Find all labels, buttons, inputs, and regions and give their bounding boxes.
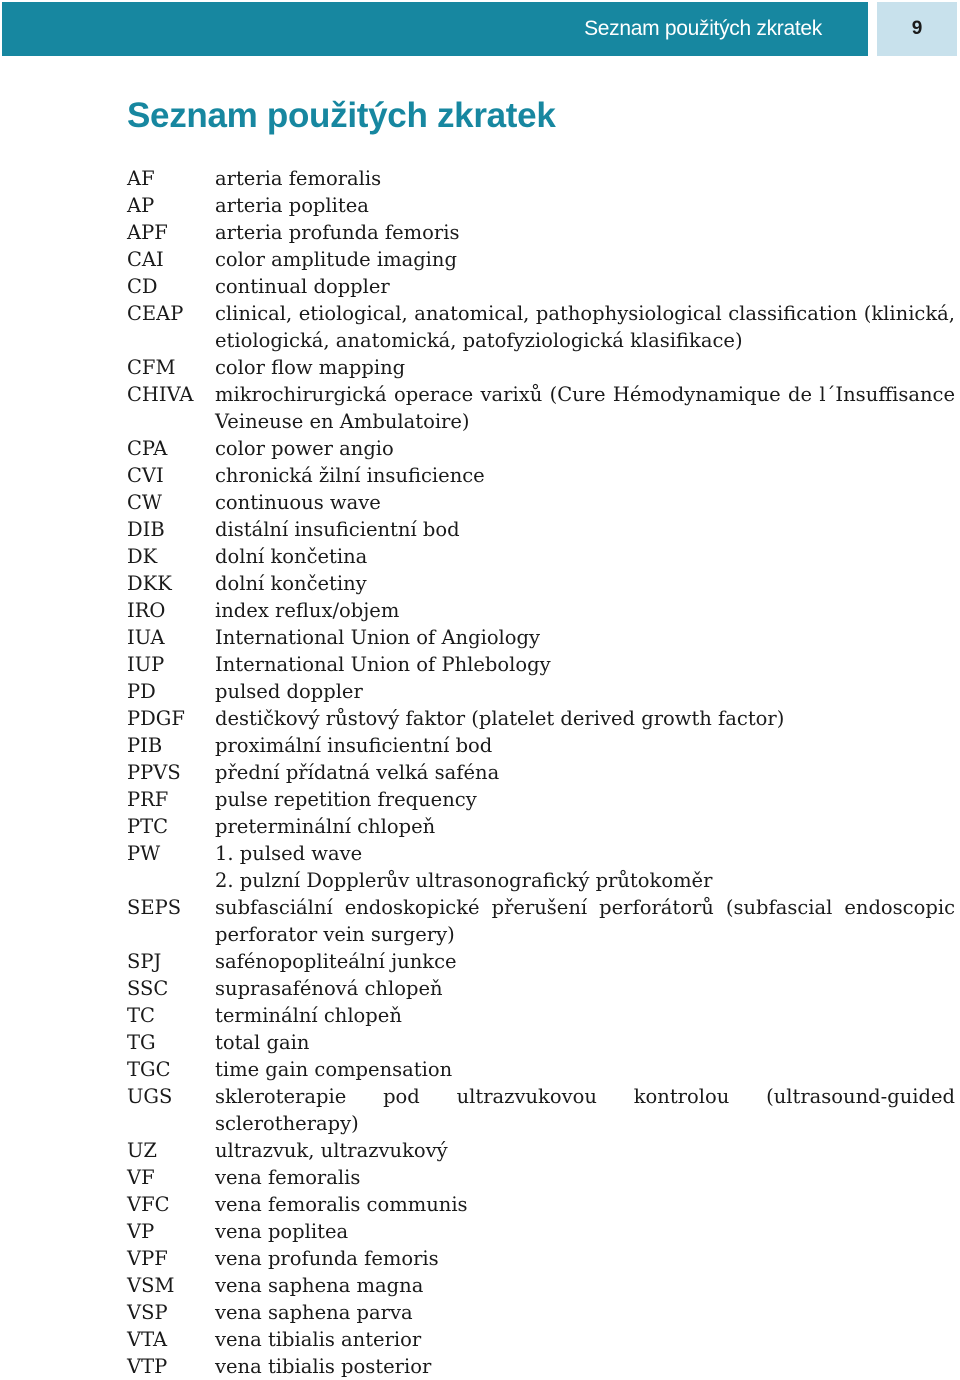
abbreviation-term: IUP	[127, 653, 165, 676]
abbreviation-term: PDGF	[127, 707, 185, 730]
abbreviation-entry	[127, 435, 955, 462]
abbreviation-entry	[127, 219, 955, 246]
running-title: Seznam použitých zkratek	[584, 17, 822, 40]
abbreviation-entry	[127, 624, 955, 651]
abbreviation-term: PW	[127, 842, 161, 865]
abbreviation-term: CD	[127, 275, 158, 298]
abbreviation-definition: mikrochirurgická operace varixů (Cure Hémodynamique de l´Insuffisance Veineuse en Ambulatoire)	[215, 383, 955, 433]
abbreviation-entry	[127, 192, 955, 219]
abbreviation-entry	[127, 273, 955, 300]
abbreviation-definition: vena femoralis	[215, 1166, 361, 1189]
abbreviation-definition: continual doppler	[215, 275, 390, 298]
abbreviation-definition: color power angio	[215, 437, 394, 460]
abbreviation-list	[127, 165, 955, 1380]
abbreviation-definition: clinical, etiological, anatomical, pathophysiological classification (klinická, etiologická, anatomická, patofyziologická klasifikace)	[215, 302, 955, 352]
abbreviation-term: DIB	[127, 518, 165, 541]
abbreviation-entry	[127, 543, 955, 570]
abbreviation-term: IRO	[127, 599, 166, 622]
abbreviation-entry	[127, 354, 955, 381]
abbreviation-term: TC	[127, 1004, 155, 1027]
abbreviation-definition: International Union of Angiology	[215, 626, 541, 649]
abbreviation-entry	[127, 1245, 955, 1272]
abbreviation-term: UGS	[127, 1085, 173, 1108]
abbreviation-term: PD	[127, 680, 156, 703]
abbreviation-entry	[127, 1326, 955, 1353]
abbreviation-definition: total gain	[215, 1031, 310, 1054]
abbreviation-term: VPF	[127, 1247, 168, 1270]
abbreviation-definition: International Union of Phlebology	[215, 653, 551, 676]
abbreviation-entry	[127, 381, 955, 435]
abbreviation-definition: dolní končetina	[215, 545, 368, 568]
abbreviation-term: TG	[127, 1031, 156, 1054]
abbreviation-definition: vena tibialis posterior	[215, 1355, 432, 1378]
abbreviation-term	[127, 867, 215, 894]
abbreviation-entry	[127, 462, 955, 489]
abbreviation-entry	[127, 813, 955, 840]
abbreviation-definition: color amplitude imaging	[215, 248, 457, 271]
abbreviation-term: VP	[127, 1220, 155, 1243]
abbreviation-definition: suprasafénová chlopeň	[215, 977, 443, 1000]
abbreviation-definition: continuous wave	[215, 491, 381, 514]
abbreviation-definition: vena femoralis communis	[215, 1193, 468, 1216]
abbreviation-definition: index reflux/objem	[215, 599, 400, 622]
abbreviation-term: PPVS	[127, 761, 181, 784]
abbreviation-entry	[127, 705, 955, 732]
abbreviation-term: CHIVA	[127, 383, 194, 406]
abbreviation-definition: vena poplitea	[215, 1220, 349, 1243]
abbreviation-definition: safénopopliteální junkce	[215, 950, 457, 973]
abbreviation-definition: preterminální chlopeň	[215, 815, 436, 838]
abbreviation-term: DK	[127, 545, 158, 568]
abbreviation-term: SPJ	[127, 950, 162, 973]
abbreviation-term: VTA	[127, 1328, 168, 1351]
page-title: Seznam použitých zkratek	[127, 96, 556, 135]
abbreviation-entry	[127, 759, 955, 786]
abbreviation-entry	[127, 165, 955, 192]
abbreviation-definition: color flow mapping	[215, 356, 406, 379]
abbreviation-definition: dolní končetiny	[215, 572, 367, 595]
abbreviation-entry	[127, 732, 955, 759]
abbreviation-definition: subfasciální endoskopické přerušení perforátorů (subfascial endoscopic perforator vein surgery)	[215, 896, 955, 946]
abbreviation-entry	[127, 1164, 955, 1191]
abbreviation-entry	[127, 1353, 955, 1380]
abbreviation-entry	[127, 516, 955, 543]
abbreviation-entry	[127, 300, 955, 354]
abbreviation-entry	[127, 1137, 955, 1164]
abbreviation-entry	[127, 597, 955, 624]
abbreviation-entry	[127, 894, 955, 948]
abbreviation-term: CW	[127, 491, 162, 514]
abbreviation-term: VF	[127, 1166, 155, 1189]
abbreviation-term: SSC	[127, 977, 169, 1000]
abbreviation-term: AP	[127, 194, 155, 217]
abbreviation-entry	[127, 786, 955, 813]
abbreviation-entry	[127, 1002, 955, 1029]
abbreviation-definition: pulsed doppler	[215, 680, 363, 703]
abbreviation-entry	[127, 948, 955, 975]
running-header	[2, 2, 868, 56]
abbreviation-definition: ultrazvuk, ultrazvukový	[215, 1139, 448, 1162]
abbreviation-term: CEAP	[127, 302, 184, 325]
abbreviation-entry	[127, 489, 955, 516]
abbreviation-term: SEPS	[127, 896, 182, 919]
abbreviation-term: CFM	[127, 356, 176, 379]
abbreviation-entry	[127, 570, 955, 597]
abbreviation-definition: terminální chlopeň	[215, 1004, 402, 1027]
page-number: 9	[877, 2, 957, 56]
abbreviation-definition: time gain compensation	[215, 1058, 453, 1081]
abbreviation-term: APF	[127, 221, 168, 244]
abbreviation-definition: arteria profunda femoris	[215, 221, 460, 244]
abbreviation-definition: 2. pulzní Dopplerův ultrasonografický průtokoměr	[215, 869, 713, 892]
abbreviation-entry	[127, 246, 955, 273]
abbreviation-definition: arteria femoralis	[215, 167, 382, 190]
abbreviation-term: TGC	[127, 1058, 171, 1081]
abbreviation-term: PTC	[127, 815, 169, 838]
abbreviation-entry	[127, 1191, 955, 1218]
abbreviation-entry	[127, 678, 955, 705]
abbreviation-definition: pulse repetition frequency	[215, 788, 477, 811]
abbreviation-definition: vena tibialis anterior	[215, 1328, 422, 1351]
abbreviation-term: AF	[127, 167, 155, 190]
abbreviation-term: VSP	[127, 1301, 168, 1324]
abbreviation-definition: vena saphena parva	[215, 1301, 413, 1324]
abbreviation-definition: 1. pulsed wave	[215, 842, 363, 865]
abbreviation-term: CVI	[127, 464, 164, 487]
abbreviation-definition: vena saphena magna	[215, 1274, 424, 1297]
abbreviation-term: DKK	[127, 572, 172, 595]
abbreviation-term: PIB	[127, 734, 163, 757]
abbreviation-entry	[127, 1218, 955, 1245]
abbreviation-term: CAI	[127, 248, 164, 271]
abbreviation-entry	[127, 867, 955, 894]
abbreviation-term: UZ	[127, 1139, 157, 1162]
abbreviation-entry	[127, 975, 955, 1002]
abbreviation-entry	[127, 840, 955, 867]
abbreviation-definition: přední přídatná velká saféna	[215, 761, 500, 784]
abbreviation-term: PRF	[127, 788, 169, 811]
abbreviation-definition: skleroterapie pod ultrazvukovou kontrolou (ultrasound-guided sclerotherapy)	[215, 1085, 955, 1135]
abbreviation-entry	[127, 651, 955, 678]
abbreviation-term: CPA	[127, 437, 168, 460]
abbreviation-entry	[127, 1083, 955, 1137]
abbreviation-term: IUA	[127, 626, 165, 649]
abbreviation-definition: vena profunda femoris	[215, 1247, 439, 1270]
abbreviation-definition: destičkový růstový faktor (platelet derived growth factor)	[215, 707, 785, 730]
abbreviation-term: VFC	[127, 1193, 170, 1216]
abbreviation-entry	[127, 1272, 955, 1299]
abbreviation-definition: proximální insuficientní bod	[215, 734, 493, 757]
abbreviation-definition: distální insuficientní bod	[215, 518, 460, 541]
abbreviation-entry	[127, 1029, 955, 1056]
abbreviation-entry	[127, 1299, 955, 1326]
abbreviation-term: VTP	[127, 1355, 168, 1378]
abbreviation-term: VSM	[127, 1274, 175, 1297]
abbreviation-entry	[127, 1056, 955, 1083]
abbreviation-definition: chronická žilní insuficience	[215, 464, 485, 487]
abbreviation-definition: arteria poplitea	[215, 194, 369, 217]
